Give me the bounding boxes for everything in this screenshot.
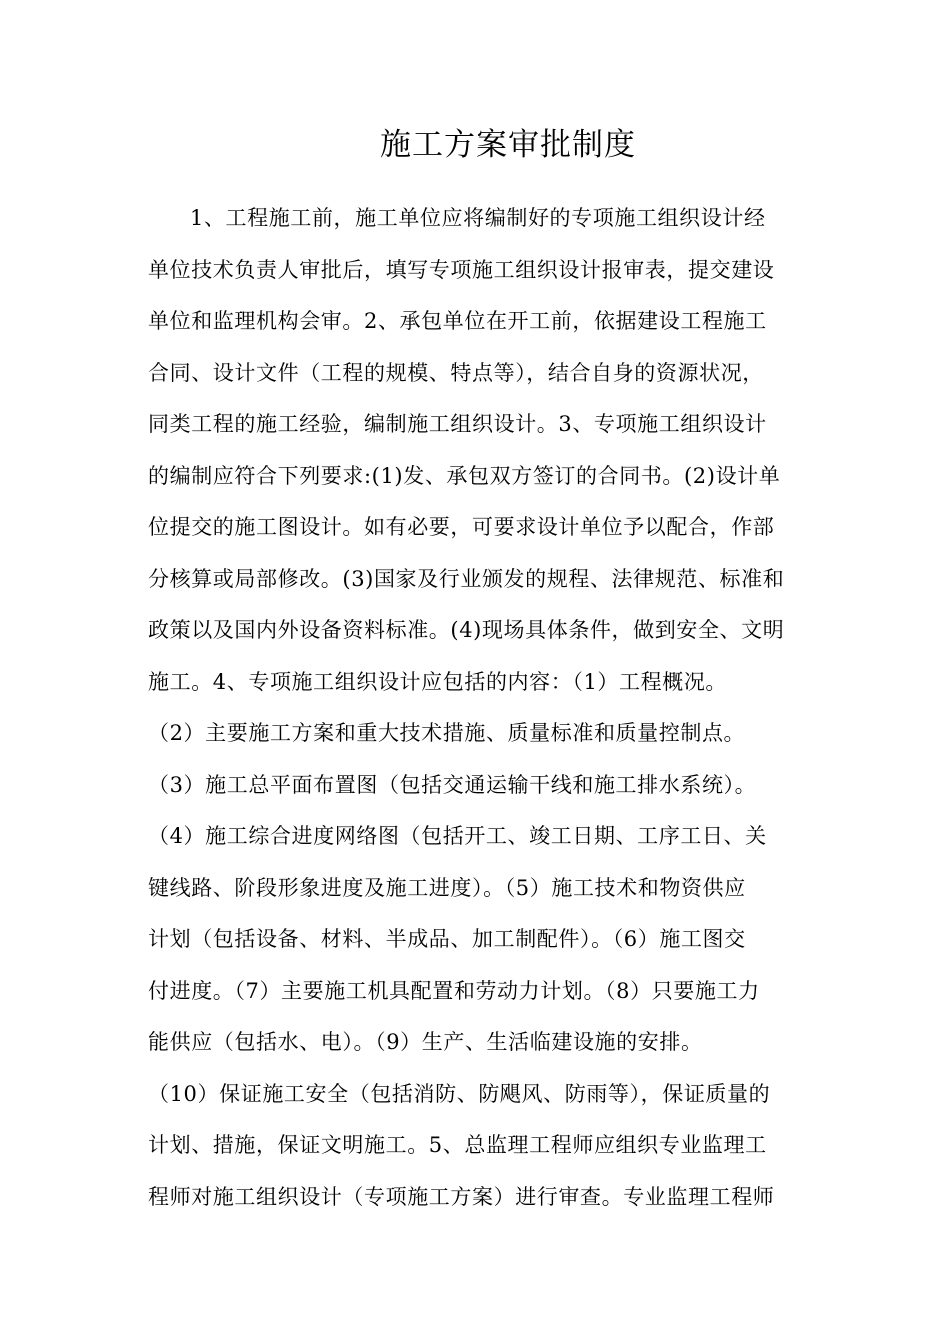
body-line-12: （3）施工总平面布置图（包括交通运输干线和施工排水系统）。 bbox=[148, 772, 757, 797]
document-body bbox=[148, 193, 808, 1223]
body-line-13: （4）施工综合进度网络图（包括开工、竣工日期、工序工日、关 bbox=[148, 824, 767, 848]
body-line-11: （2）主要施工方案和重大技术措施、质量标准和质量控制点。 bbox=[148, 721, 746, 745]
body-line-4: 合同、设计文件（工程的规模、特点等），结合自身的资源状况， bbox=[148, 360, 764, 385]
body-line-18: （10）保证施工安全（包括消防、防飓风、防雨等），保证质量的 bbox=[148, 1081, 771, 1106]
body-line-9: 政策以及国内外设备资料标准。(4)现场具体条件，做到安全、文明 bbox=[148, 618, 785, 642]
body-line-1: 1、工程施工前，施工单位应将编制好的专项施工组织设计经 bbox=[190, 206, 766, 230]
body-line-16: 付进度。（7）主要施工机具配置和劳动力计划。（8）只要施工力 bbox=[148, 978, 760, 1003]
body-line-14: 键线路、阶段形象进度及施工进度）。（5）施工技术和物资供应 bbox=[148, 875, 746, 900]
body-line-7: 位提交的施工图设计。如有必要，可要求设计单位予以配合，作部 bbox=[148, 515, 775, 539]
body-line-6: 的编制应符合下列要求:(1)发、承包双方签订的合同书。(2)设计单 bbox=[148, 463, 781, 488]
body-line-20: 程师对施工组织设计（专项施工方案）进行审查。专业监理工程师 bbox=[148, 1184, 775, 1209]
body-line-15: 计划（包括设备、材料、半成品、加工制配件）。（6）施工图交 bbox=[148, 927, 746, 951]
body-line-10: 施工。4、专项施工组织设计应包括的内容：（1）工程概况。 bbox=[148, 669, 728, 694]
body-line-5: 同类工程的施工经验，编制施工组织设计。3、专项施工组织设计 bbox=[148, 412, 767, 436]
document-title: 施工方案审批制度 bbox=[380, 127, 636, 163]
body-line-19: 计划、措施，保证文明施工。5、总监理工程师应组织专业监理工 bbox=[148, 1133, 767, 1157]
body-line-8: 分核算或局部修改。(3)国家及行业颁发的规程、法律规范、标准和 bbox=[148, 566, 785, 591]
body-line-3: 单位和监理机构会审。2、承包单位在开工前，依据建设工程施工 bbox=[148, 309, 767, 333]
body-line-2: 单位技术负责人审批后，填写专项施工组织设计报审表，提交建设 bbox=[148, 257, 775, 282]
body-line-17: 能供应（包括水、电）。（9）生产、生活临建设施的安排。 bbox=[148, 1030, 703, 1054]
